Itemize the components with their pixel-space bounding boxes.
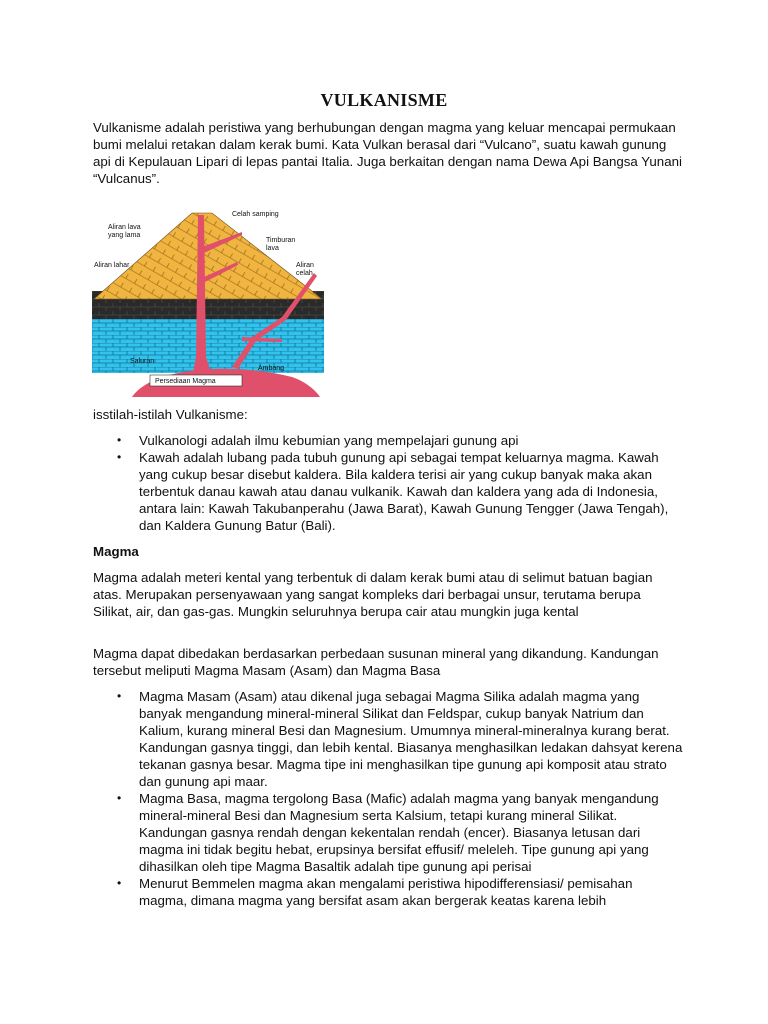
label-ambang: Ambang <box>258 365 285 372</box>
bullet-glyph: • <box>117 450 122 464</box>
label-aliran-lava-lama-2: yang lama <box>108 232 141 239</box>
label-celah-samping: Celah samping <box>232 211 279 218</box>
list-item <box>93 432 683 449</box>
label-timburan-2: lava <box>266 245 279 252</box>
list-item-text: Magma Basa, magma tergolong Basa (Mafic) adalah magma yang banyak mengandung mineral-mineral Besi dan Magnesium serta Kalsium, tetapi kurang mineral Silikat. Kandungan gasnya rendah dengan kekentalan rendah (encer). Biasanya letusan dari magma ini tidak begitu hebat, erupsinya bersifat effusif/ meleleh. Tipe gunung api yang dihasilkan oleh tipe Magma Basaltik adalah tipe gunung api perisai <box>139 791 659 874</box>
label-aliran-lahar: Aliran lahar <box>94 262 130 269</box>
bullet-glyph: • <box>117 791 122 805</box>
label-aliran-lava-lama-1: Aliran lava <box>108 224 141 231</box>
list-item <box>93 688 683 790</box>
list-item-text: Magma Masam (Asam) atau dikenal juga sebagai Magma Silika adalah magma yang banyak mengandung mineral-mineral Silikat dan Feldspar, cukup banyak Natrium dan Kalium, kurang mineral Besi dan Magnesium. Umumnya mineral-mineralnya kurang berat. Kandungan gasnya tinggi, dan lebih kental. Biasanya menghasilkan ledakan dahsyat kerena tekanan gasnya besar. Magma tipe ini menghasilkan tipe gunung api komposit atau strato dan gunung api maar. <box>139 689 683 789</box>
list-item <box>93 875 683 909</box>
volcano-diagram <box>92 207 324 397</box>
label-saluran: Saluran <box>130 358 155 365</box>
list-item-text: Kawah adalah lubang pada tubuh gunung api sebagai tempat keluarnya magma. Kawah yang cukup besar disebut kaldera. Bila kaldera terisi air yang cukup banyak maka akan terbentuk danau kawah atau danau vulkanik. Kawah dan kaldera yang ada di Indonesia, antara lain: Kawah Takubanperahu (Jawa Barat), Kawah Gunung Tengger (Jawa Tengah), dan Kaldera Gunung Batur (Bali). <box>139 450 669 533</box>
label-aliran-celah-1: Aliran <box>296 262 314 269</box>
istilah-list <box>93 432 683 534</box>
bullet-glyph: • <box>117 876 122 890</box>
label-timburan-1: Timburan <box>266 237 296 244</box>
bullet-glyph: • <box>117 433 122 447</box>
list-item-text: Vulkanologi adalah ilmu kebumian yang mempelajari gunung api <box>139 433 519 448</box>
magma-list <box>93 688 683 909</box>
label-persediaan-magma: Persediaan Magma <box>155 378 216 385</box>
magma-paragraph-2: Magma dapat dibedakan berdasarkan perbedaan susunan mineral yang dikandung. Kandungan tersebut meliputi Magma Masam (Asam) dan Magma Basa <box>93 646 659 678</box>
intro-paragraph: Vulkanisme adalah peristiwa yang berhubungan dengan magma yang keluar mencapai permukaan bumi melalui retakan dalam kerak bumi. Kata Vulkan berasal dari “Vulcano”, suatu kawah gunung api di Kepulauan Lipari di lepas pantai Italia. Juga berkaitan dengan nama Dewa Api Bangsa Yunani “Vulcanus”. <box>93 120 682 186</box>
istilah-heading: isstilah-istilah Vulkanisme: <box>93 407 248 422</box>
bullet-glyph: • <box>117 689 122 703</box>
label-aliran-celah-2: celah <box>296 270 313 277</box>
magma-heading: Magma <box>93 544 139 559</box>
magma-paragraph-1: Magma adalah meteri kental yang terbentuk di dalam kerak bumi atau di selimut batuan bagian atas. Merupakan persenyawaan yang sangat kompleks dari berbagai unsur, terutama berupa Silikat, air, dan gas-gas. Mungkin seluruhnya berupa cair atau mungkin juga kental <box>93 570 653 619</box>
list-item-text: Menurut Bemmelen magma akan mengalami peristiwa hipodifferensiasi/ pemisahan magma, dimana magma yang bersifat asam akan bergerak keatas karena lebih <box>139 876 633 908</box>
list-item <box>93 790 683 875</box>
page-title: VULKANISME <box>320 90 448 110</box>
list-item <box>93 449 683 534</box>
